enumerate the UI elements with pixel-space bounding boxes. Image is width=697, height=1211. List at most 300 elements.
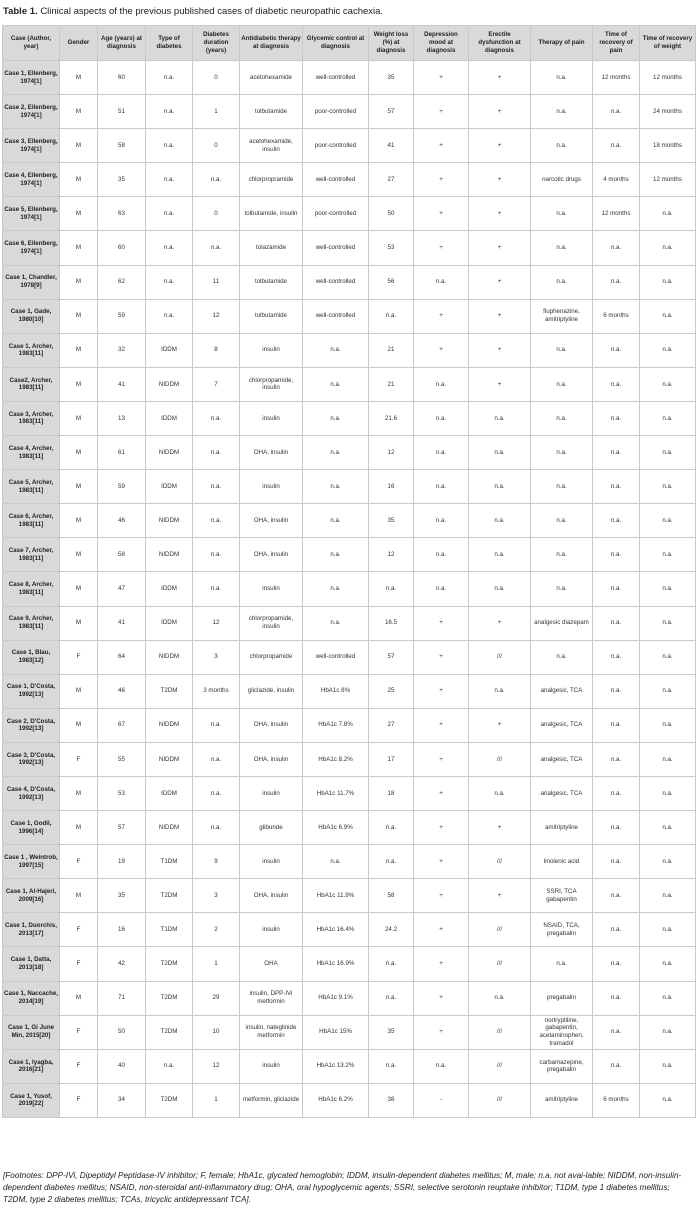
case-cell: Case 3, Ellenberg, 1974[1] [3, 129, 60, 163]
table-cell: 41 [369, 129, 414, 163]
table-cell: tolbutamide [240, 299, 303, 333]
case-cell: Case 1, Godil, 1996[14] [3, 811, 60, 845]
case-cell: Case 1, D'Costa, 1992[13] [3, 674, 60, 708]
case-cell: Case 1, Naccache, 2014[19] [3, 981, 60, 1015]
table-cell: + [414, 606, 469, 640]
case-cell: Case 1, Ellenberg, 1974[1] [3, 61, 60, 95]
table-cell: insulin [240, 845, 303, 879]
table-cell: 24.2 [369, 913, 414, 947]
table-cell: 63 [98, 197, 146, 231]
table-cell: n.a. [193, 708, 240, 742]
table-cell: n.a. [369, 981, 414, 1015]
case-cell: Case 9, Archer, 1983[11] [3, 606, 60, 640]
table-cell: + [414, 95, 469, 129]
table-cell: n.a. [146, 231, 193, 265]
table-cell: 9 [193, 845, 240, 879]
table-cell: F [60, 913, 98, 947]
table-cell: well-controlled [303, 640, 369, 674]
table-cell: n.a. [640, 265, 696, 299]
table-cell: n.a. [640, 367, 696, 401]
table-cell: 35 [98, 879, 146, 913]
table-cell: linolenic acid [531, 845, 593, 879]
column-header: Glycemic control at diagnosis [303, 26, 369, 61]
table-cell: n.a. [640, 1083, 696, 1117]
table-cell: + [469, 879, 531, 913]
table-cell: 13 [98, 401, 146, 435]
table-cell: 53 [369, 231, 414, 265]
table-cell: 0 [193, 197, 240, 231]
table-cell: 8 [193, 333, 240, 367]
table-cell: 58 [98, 538, 146, 572]
table-cell: 50 [369, 197, 414, 231]
table-cell: M [60, 708, 98, 742]
table-cell: n.a. [414, 401, 469, 435]
table-cell: n.a. [640, 333, 696, 367]
table-cell: n.a. [469, 674, 531, 708]
table-cell: 50 [98, 1015, 146, 1049]
table-cell: n.a. [593, 845, 640, 879]
table-cell: + [414, 879, 469, 913]
case-cell: Case 7, Archer, 1983[11] [3, 538, 60, 572]
table-cell: OHA, insulin [240, 742, 303, 776]
column-header: Case (Author, year) [3, 26, 60, 61]
table-cell: n.a. [469, 572, 531, 606]
table-cell: n.a. [146, 1049, 193, 1083]
table-cell: HbA1c 16.4% [303, 913, 369, 947]
table-cell: 38 [369, 1083, 414, 1117]
table-cell: + [414, 913, 469, 947]
table-cell: n.a. [303, 538, 369, 572]
table-cell: analgesic, TCA [531, 674, 593, 708]
column-header: Erectile dysfunction at diagnosis [469, 26, 531, 61]
table-cell: 25 [369, 674, 414, 708]
table-cell: n.a. [640, 674, 696, 708]
table-cell: IDDM [146, 776, 193, 810]
table-cell: insulin [240, 572, 303, 606]
table-row [3, 367, 696, 401]
table-cell: 21 [369, 333, 414, 367]
table-cell: + [414, 197, 469, 231]
table-cell: 3 months [193, 674, 240, 708]
table-cell: pregabalin [531, 981, 593, 1015]
table-cell: 12 [193, 606, 240, 640]
table-cell: HbA1c 15% [303, 1015, 369, 1049]
table-cell: + [414, 811, 469, 845]
table-cell: n.a. [593, 913, 640, 947]
case-cell: Case 5, Archer, 1983[11] [3, 470, 60, 504]
case-cell: Case 1, Duorchis, 2013[17] [3, 913, 60, 947]
column-header: Age (years) at diagnosis [98, 26, 146, 61]
table-cell: IDDM [146, 470, 193, 504]
table-cell: NIDDM [146, 640, 193, 674]
table-cell: NIDDM [146, 367, 193, 401]
case-cell: Case 1, Archer, 1983[11] [3, 333, 60, 367]
table-row [3, 538, 696, 572]
table-cell: M [60, 265, 98, 299]
table-cell: 34 [98, 1083, 146, 1117]
table-cell: + [414, 299, 469, 333]
table-cell: 60 [98, 61, 146, 95]
table-title: Clinical aspects of the previous published cases of diabetic neuropathic cachexia. [40, 6, 384, 17]
table-cell: + [414, 674, 469, 708]
table-cell: n.a. [303, 367, 369, 401]
table-row [3, 333, 696, 367]
table-cell: 55 [98, 742, 146, 776]
table-cell: SSRI, TCA gabapentin [531, 879, 593, 913]
table-cell: 1 [193, 95, 240, 129]
table-cell: n.a. [531, 367, 593, 401]
table-cell: NIDDM [146, 538, 193, 572]
table-cell: F [60, 1049, 98, 1083]
case-cell: Case 1, Gi June Min, 2015[20] [3, 1015, 60, 1049]
table-cell: tolbutamide, insulin [240, 197, 303, 231]
case-cell: Case 8, Archer, 1983[11] [3, 572, 60, 606]
table-cell: tolazamide [240, 231, 303, 265]
table-cell: 12 [369, 436, 414, 470]
table-row [3, 674, 696, 708]
table-cell: n.a. [531, 504, 593, 538]
table-row [3, 947, 696, 981]
table-cell: 12 months [593, 61, 640, 95]
table-cell: n.a. [369, 1049, 414, 1083]
table-cell: 40 [98, 1049, 146, 1083]
table-cell: M [60, 436, 98, 470]
table-cell: n.a. [369, 845, 414, 879]
table-cell: n.a. [303, 845, 369, 879]
table-cell: HbA1c 13.2% [303, 1049, 369, 1083]
table-row [3, 572, 696, 606]
case-cell: Case 1, Al-Hajeri, 2009[16] [3, 879, 60, 913]
table-cell: insulin [240, 1049, 303, 1083]
table-cell: analgesic, TCA [531, 708, 593, 742]
table-cell: M [60, 367, 98, 401]
table-cell: /// [469, 742, 531, 776]
table-cell: n.a. [531, 265, 593, 299]
table-cell: /// [469, 640, 531, 674]
table-cell: /// [469, 845, 531, 879]
table-cell: T2DM [146, 947, 193, 981]
table-row [3, 981, 696, 1015]
table-cell: n.a. [193, 538, 240, 572]
table-cell: 12 [193, 299, 240, 333]
table-cell: 19 [98, 845, 146, 879]
table-cell: well-controlled [303, 299, 369, 333]
table-cell: + [469, 265, 531, 299]
table-cell: 21.6 [369, 401, 414, 435]
table-cell: amitriptyline [531, 811, 593, 845]
table-cell: 12 months [593, 197, 640, 231]
table-row [3, 401, 696, 435]
table-cell: 41 [98, 606, 146, 640]
table-cell: n.a. [369, 947, 414, 981]
table-cell: 53 [98, 776, 146, 810]
table-cell: n.a. [193, 504, 240, 538]
table-cell: T2DM [146, 1015, 193, 1049]
table-cell: well-controlled [303, 61, 369, 95]
case-cell: Case 6, Archer, 1983[11] [3, 504, 60, 538]
table-cell: 4 months [593, 163, 640, 197]
column-header: Antidiabetic therapy at diagnosis [240, 26, 303, 61]
table-cell: /// [469, 947, 531, 981]
table-cell: + [469, 367, 531, 401]
table-cell: insulin, DPP-IVi metformin [240, 981, 303, 1015]
table-cell: - [414, 1083, 469, 1117]
table-cell: F [60, 640, 98, 674]
table-cell: n.a. [303, 606, 369, 640]
table-cell: 17 [369, 742, 414, 776]
table-cell: + [414, 1015, 469, 1049]
table-cell: OHA, insulin [240, 436, 303, 470]
table-cell: n.a. [193, 742, 240, 776]
table-footnote: [Footnotes: DPP-IVi, Dipeptidyl Peptidase-IV inhibitor; F, female; HbA1c, glycated hemoglobin; IDDM, insulin-dependent diabetes mellitus; M, male; n.a. not avai-lable; NIDDM, non-insulin-dependent diabetes mellitus; NSAID, non-steroidal anti-inflammatory drug; OHA, oral hypoglycemic agents; SSRI, selective serotonin reuptake inhibitor; T1DM, type 1 diabetes mellitus; T2DM, type 2 diabetes mellitus; TCAs, tricyclic antidepressant TCA]. [3, 1171, 682, 1204]
table-cell: 0 [193, 61, 240, 95]
table-cell: n.a. [531, 197, 593, 231]
table-cell: 46 [98, 674, 146, 708]
table-cell: + [469, 606, 531, 640]
table-cell: 10 [193, 1015, 240, 1049]
table-cell: n.a. [193, 572, 240, 606]
table-cell: 57 [98, 811, 146, 845]
table-cell: n.a. [640, 1049, 696, 1083]
table-row [3, 61, 696, 95]
table-cell: 42 [98, 947, 146, 981]
table-cell: n.a. [414, 504, 469, 538]
table-cell: F [60, 1083, 98, 1117]
table-cell: n.a. [640, 538, 696, 572]
table-cell: OHA [240, 947, 303, 981]
table-cell: + [414, 981, 469, 1015]
table-body [3, 61, 696, 1118]
table-cell: n.a. [414, 470, 469, 504]
table-cell: fluphenazine, amitriptyline [531, 299, 593, 333]
table-cell: + [414, 333, 469, 367]
table-cell: 27 [369, 163, 414, 197]
table-cell: n.a. [531, 436, 593, 470]
table-cell: HbA1c 6.2% [303, 1083, 369, 1117]
case-cell: Case 6, Ellenberg, 1974[1] [3, 231, 60, 265]
table-cell: T1DM [146, 845, 193, 879]
table-cell: 12 [369, 538, 414, 572]
table-cell: n.a. [146, 61, 193, 95]
table-cell: n.a. [593, 606, 640, 640]
table-row [3, 1049, 696, 1083]
table-cell: IDDM [146, 606, 193, 640]
table-row [3, 913, 696, 947]
table-cell: 29 [193, 981, 240, 1015]
table-cell: T2DM [146, 981, 193, 1015]
table-cell: 16.5 [369, 606, 414, 640]
table-cell: 6 months [593, 299, 640, 333]
table-cell: + [414, 742, 469, 776]
table-cell: n.a. [146, 95, 193, 129]
table-cell: insulin, nateglinide metformin [240, 1015, 303, 1049]
table-cell: 35 [369, 1015, 414, 1049]
table-cell: 64 [98, 640, 146, 674]
table-cell: n.a. [593, 504, 640, 538]
table-cell: n.a. [531, 333, 593, 367]
case-cell: Case2, Archer, 1983[11] [3, 367, 60, 401]
table-cell: 46 [98, 504, 146, 538]
case-cell: Case 1, Gade, 1980[10] [3, 299, 60, 333]
table-cell: n.a. [640, 470, 696, 504]
table-cell: n.a. [593, 811, 640, 845]
table-cell: acetohexamide, insulin [240, 129, 303, 163]
table-cell: n.a. [640, 197, 696, 231]
table-cell: insulin [240, 401, 303, 435]
table-cell: M [60, 401, 98, 435]
table-cell: n.a. [193, 401, 240, 435]
table-cell: 24 months [640, 95, 696, 129]
table-cell: + [414, 640, 469, 674]
table-row [3, 640, 696, 674]
table-cell: n.a. [303, 470, 369, 504]
table-cell: n.a. [531, 95, 593, 129]
table-cell: 2 [193, 913, 240, 947]
table-cell: 51 [98, 95, 146, 129]
table-cell: n.a. [531, 401, 593, 435]
table-cell: n.a. [303, 436, 369, 470]
table-cell: + [414, 129, 469, 163]
table-cell: n.a. [640, 981, 696, 1015]
table-cell: + [414, 61, 469, 95]
table-row [3, 879, 696, 913]
table-cell: analgesic, TCA [531, 742, 593, 776]
case-cell: Case 1, Yusof, 2019[22] [3, 1083, 60, 1117]
table-cell: NIDDM [146, 742, 193, 776]
table-cell: 41 [98, 367, 146, 401]
table-cell: chlorpropamide, insulin [240, 367, 303, 401]
table-cell: M [60, 299, 98, 333]
table-cell: + [414, 231, 469, 265]
table-cell: n.a. [593, 538, 640, 572]
table-cell: + [469, 299, 531, 333]
table-cell: 12 months [640, 163, 696, 197]
table-cell: M [60, 470, 98, 504]
table-cell: HbA1c 8% [303, 674, 369, 708]
column-header: Therapy of pain [531, 26, 593, 61]
table-cell: n.a. [146, 299, 193, 333]
table-cell: n.a. [593, 572, 640, 606]
table-row [3, 504, 696, 538]
column-header: Time of recovery of pain [593, 26, 640, 61]
table-cell: 62 [98, 265, 146, 299]
table-row [3, 606, 696, 640]
table-cell: n.a. [593, 674, 640, 708]
case-cell: Case 4, Ellenberg, 1974[1] [3, 163, 60, 197]
table-cell: n.a. [531, 231, 593, 265]
table-cell: n.a. [593, 401, 640, 435]
column-header: Weight loss (%) at diagnosis [369, 26, 414, 61]
table-cell: n.a. [193, 470, 240, 504]
table-cell: carbamazepine, pregabalin [531, 1049, 593, 1083]
table-cell: poor-controlled [303, 129, 369, 163]
table-cell: gliburide [240, 811, 303, 845]
table-cell: 12 [193, 1049, 240, 1083]
table-cell: M [60, 61, 98, 95]
table-cell: poor-controlled [303, 95, 369, 129]
table-cell: M [60, 197, 98, 231]
table-cell: 3 [193, 640, 240, 674]
table-cell: T2DM [146, 1083, 193, 1117]
table-cell: n.a. [640, 776, 696, 810]
table-cell: /// [469, 913, 531, 947]
table-cell: HbA1c 9.1% [303, 981, 369, 1015]
table-cell: 1 [193, 947, 240, 981]
table-cell: n.a. [193, 811, 240, 845]
table-cell: NIDDM [146, 504, 193, 538]
table-cell: 16 [98, 913, 146, 947]
table-cell: n.a. [531, 538, 593, 572]
table-cell: n.a. [593, 367, 640, 401]
table-cell: n.a. [531, 61, 593, 95]
table-cell: NIDDM [146, 811, 193, 845]
table-cell: n.a. [640, 640, 696, 674]
table-cell: n.a. [193, 231, 240, 265]
table-cell: n.a. [640, 231, 696, 265]
table-cell: NIDDM [146, 708, 193, 742]
table-cell: M [60, 129, 98, 163]
table-cell: 11 [193, 265, 240, 299]
table-cell: n.a. [469, 981, 531, 1015]
table-cell: + [469, 129, 531, 163]
table-cell: n.a. [640, 436, 696, 470]
table-cell: n.a. [640, 504, 696, 538]
table-cell: NSAID, TCA, pregabalin [531, 913, 593, 947]
table-cell: n.a. [640, 913, 696, 947]
table-cell: + [414, 163, 469, 197]
table-cell: well-controlled [303, 231, 369, 265]
table-cell: n.a. [369, 572, 414, 606]
table-cell: 59 [98, 299, 146, 333]
table-cell: HbA1c 7.8% [303, 708, 369, 742]
case-cell: Case 4, Archer, 1983[11] [3, 436, 60, 470]
table-cell: n.a. [593, 436, 640, 470]
table-cell: 58 [98, 129, 146, 163]
table-cell: n.a. [593, 231, 640, 265]
table-cell: 35 [369, 504, 414, 538]
table-cell: 12 months [640, 61, 696, 95]
case-cell: Case 1 , Weintrob, 1997[15] [3, 845, 60, 879]
table-cell: n.a. [414, 1049, 469, 1083]
table-cell: 57 [369, 640, 414, 674]
table-cell: 18 months [640, 129, 696, 163]
table-cell: F [60, 1015, 98, 1049]
table-cell: T2DM [146, 879, 193, 913]
column-header: Time of recovery of weight [640, 26, 696, 61]
table-cell: 0 [193, 129, 240, 163]
clinical-cases-table [2, 25, 696, 1118]
table-cell: M [60, 879, 98, 913]
table-cell: 67 [98, 708, 146, 742]
table-cell: /// [469, 1049, 531, 1083]
table-cell: n.a. [593, 776, 640, 810]
case-cell: Case 1, Blau, 1983[12] [3, 640, 60, 674]
table-cell: n.a. [640, 845, 696, 879]
table-cell: chlorpropramide [240, 163, 303, 197]
table-header-row [3, 26, 696, 61]
table-cell: insulin [240, 776, 303, 810]
table-cell: 58 [369, 879, 414, 913]
table-cell: 32 [98, 333, 146, 367]
table-cell: tolbutamide [240, 265, 303, 299]
case-cell: Case 2, Ellenberg, 1974[1] [3, 95, 60, 129]
table-cell: n.a. [640, 401, 696, 435]
table-cell: 71 [98, 981, 146, 1015]
table-cell: M [60, 776, 98, 810]
table-cell: HbA1c 11.9% [303, 879, 369, 913]
table-cell: + [414, 776, 469, 810]
table-cell: n.a. [640, 606, 696, 640]
